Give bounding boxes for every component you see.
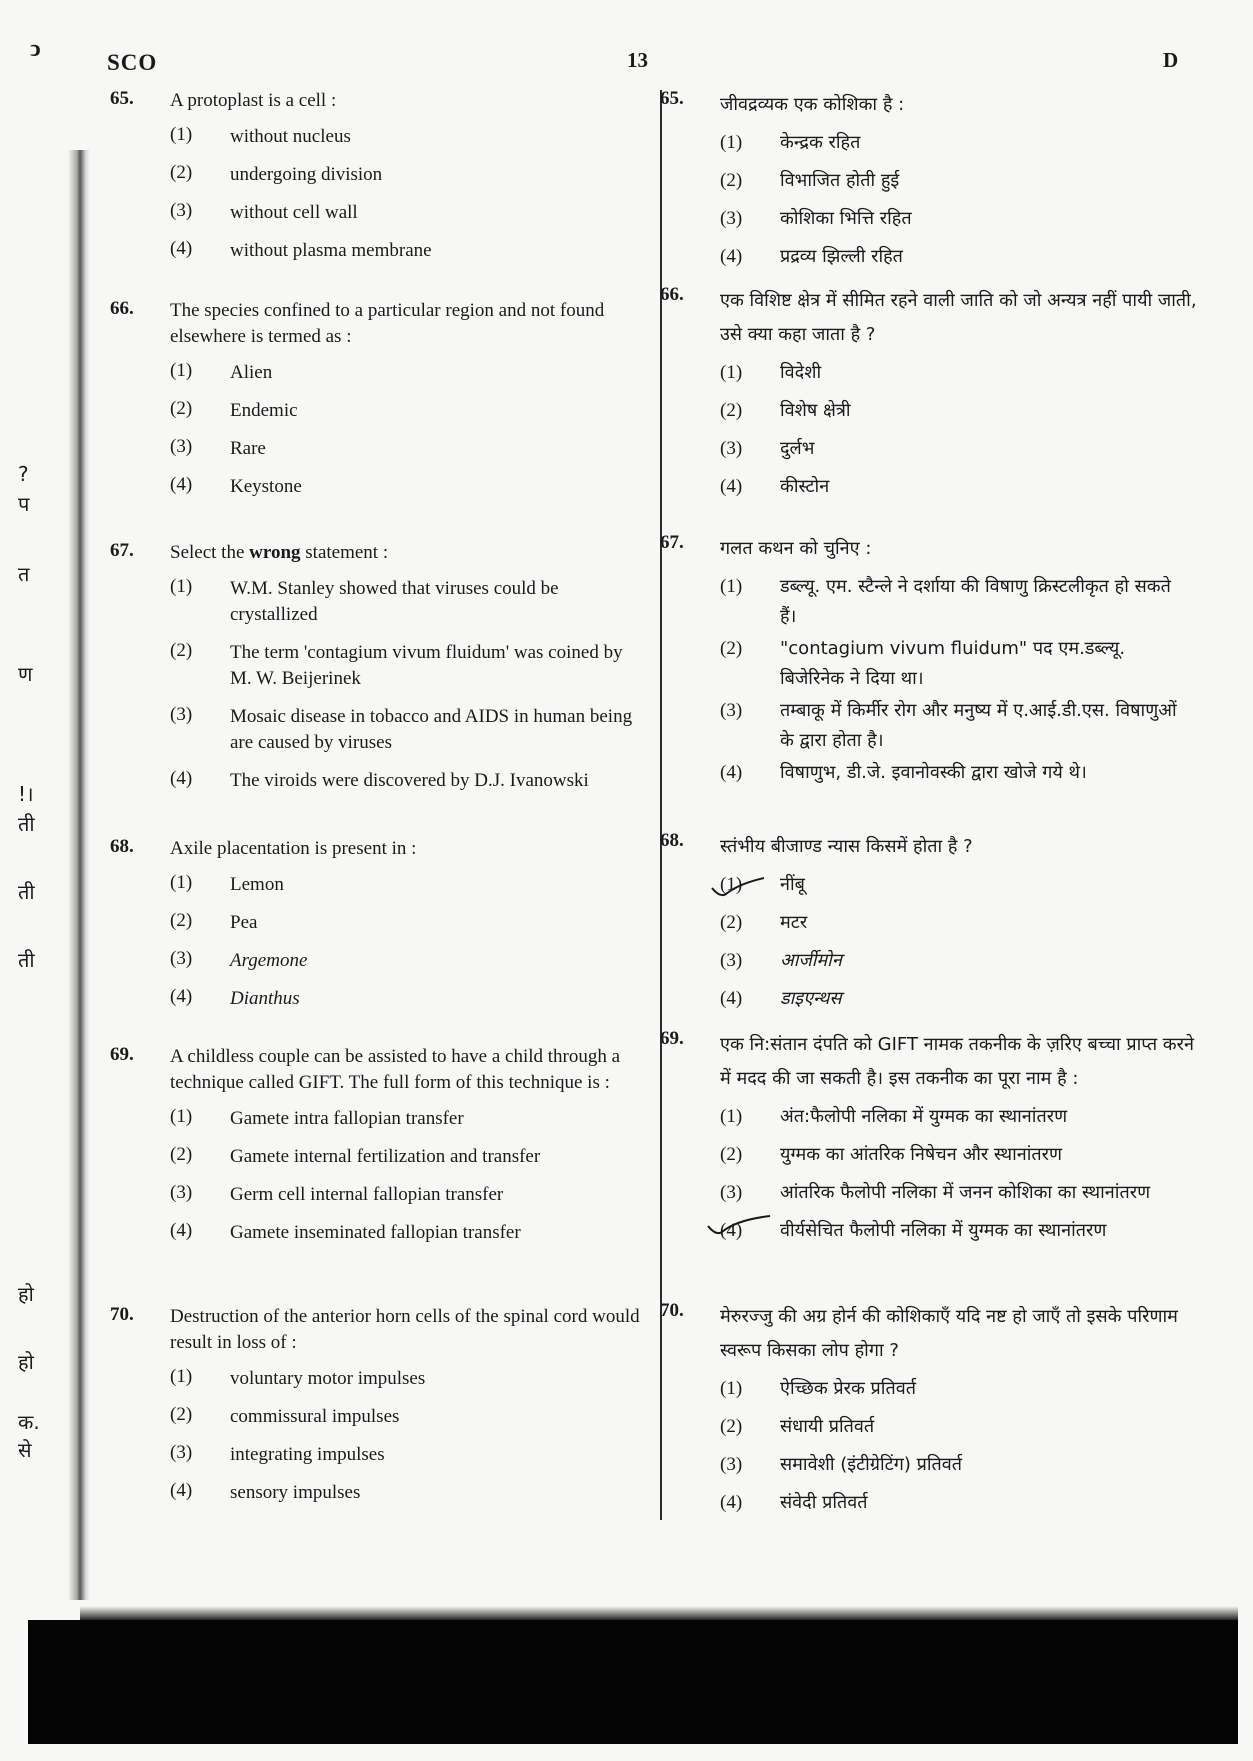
option-number: (4) [720,476,743,497]
option-text: without plasma membrane [230,240,432,261]
option [170,356,645,394]
option-number: (3) [170,200,193,221]
option-number: (1) [720,874,743,895]
option-text: Rare [230,438,266,459]
question-66-hi [650,284,1200,510]
margin-char: हो [18,1350,34,1374]
option [720,870,1200,908]
option-text: वीर्यसेचित फैलोपी नलिका में युग्मक का स्थानांतरण [780,1220,1107,1241]
question-text-post: statement : [300,542,389,563]
option-text: युग्मक का आंतरिक निषेचन और स्थानांतरण [780,1144,1063,1165]
option [720,396,1200,434]
booklet-code: SCO [107,50,158,75]
option-number: (1) [720,1378,743,1399]
options-list [720,358,1200,510]
option-text: The viroids were discovered by D.J. Ivanowski [230,770,589,791]
question-number: 69. [660,1028,684,1049]
option [170,906,645,944]
question-text: A protoplast is a cell : [170,90,337,111]
option-text: विभाजित होती हुई [780,170,900,191]
option-text: Gamete inseminated fallopian transfer [230,1222,521,1243]
option-text: दुर्लभ [780,438,815,459]
margin-char: त [18,562,30,586]
option-number: (4) [720,988,743,1009]
option-text: मटर [780,912,808,933]
question-text: The species confined to a particular region and not found elsewhere is termed as : [170,300,605,347]
option-text: डब्ल्यू. एम. स्टैन्ले ने दर्शाया की विषाणु क्रिस्टलीकृत हो सकते हैं। [780,576,1171,627]
question-number: 69. [110,1044,134,1065]
option-number: (2) [170,1144,193,1165]
option-number: (2) [170,162,193,183]
option-text: आर्जीमोन [780,950,842,971]
option-text: Gamete intra fallopian transfer [230,1108,464,1129]
option-number: (1) [720,1106,743,1127]
question-70-hi [650,1300,1200,1526]
option-number: (4) [170,768,193,789]
option [170,700,645,764]
options-list [170,120,645,272]
option-number: (3) [720,208,743,229]
page-number: 13 [627,48,648,72]
option [170,394,645,432]
option-number: (4) [170,238,193,259]
question-text: Axile placentation is present in : [170,838,417,859]
option-text: Lemon [230,874,284,895]
option [720,242,1200,280]
option-text: प्रद्रव्य झिल्ली रहित [780,246,903,267]
option [720,1450,1200,1488]
option [170,196,645,234]
option-number: (3) [170,436,193,457]
option [720,434,1200,472]
booklet-set: D [1163,48,1179,72]
option [720,946,1200,984]
option-text: integrating impulses [230,1444,385,1465]
option [720,128,1200,166]
option [170,868,645,906]
margin-char: ती [18,880,35,904]
option [720,1140,1200,1178]
question-70-en [100,1304,645,1514]
option [720,758,1200,796]
question-number: 68. [660,830,684,851]
option [720,984,1200,1022]
option-number: (2) [720,400,743,421]
option [720,1178,1200,1216]
option-text: डाइएन्थस [780,988,842,1009]
margin-char: प [18,492,30,516]
handwritten-tick-mark [704,1214,774,1244]
option [170,1476,645,1514]
options-list [170,868,645,1020]
question-text: स्तंभीय बीजाण्ड न्यास किसमें होता है ? [720,836,973,857]
question-number: 70. [110,1304,134,1325]
question-68-en [100,836,645,1020]
margin-char: ती [18,948,35,972]
option [170,636,645,700]
option-number: (2) [170,398,193,419]
option-text: Argemone [230,950,308,971]
option-number: (2) [720,1144,743,1165]
question-66-en [100,298,645,508]
question-number: 66. [660,284,684,305]
page-header [0,46,1253,86]
option-text: कीस्टोन [780,476,830,497]
option [720,1488,1200,1526]
option-text: संधायी प्रतिवर्त [780,1416,875,1437]
question-text-bold: wrong [249,542,301,563]
option-text: voluntary motor impulses [230,1368,426,1389]
options-list [720,1102,1200,1254]
question-number: 67. [660,532,684,553]
option-number: (1) [720,576,743,597]
margin-char: ती [18,812,35,836]
option [170,470,645,508]
question-68-hi [650,830,1200,1022]
question-text: गलत कथन को चुनिए : [720,538,872,559]
option [170,158,645,196]
option-number: (4) [170,1480,193,1501]
question-text: एक नि:संतान दंपति को GIFT नामक तकनीक के ज़रिए बच्चा प्राप्त करने में मदद की जा सकती है। इस तकनीक का पूरा नाम है : [720,1034,1194,1089]
option [720,696,1200,758]
options-list [170,356,645,508]
question-text: एक विशिष्ट क्षेत्र में सीमित रहने वाली जाति को जो अन्यत्र नहीं पायी जाती, उसे क्या कहा जाता है ? [720,290,1197,345]
question-text: Destruction of the anterior horn cells of the spinal cord would result in loss of : [170,1306,640,1353]
option-text: sensory impulses [230,1482,361,1503]
question-number: 65. [110,88,134,109]
option-text: Mosaic disease in tobacco and AIDS in human being are caused by viruses [230,706,633,753]
option-text: ऐच्छिक प्रेरक प्रतिवर्त [780,1378,916,1399]
question-text [170,540,645,566]
option [720,1102,1200,1140]
option-text: undergoing division [230,164,383,185]
margin-char: ? [18,462,29,486]
question-number: 68. [110,836,134,857]
question-number: 66. [110,298,134,319]
option-number: (2) [170,640,193,661]
option-text: without nucleus [230,126,351,147]
question-69-hi [650,1028,1200,1254]
option-text: अंत:फैलोपी नलिका में युग्मक का स्थानांतरण [780,1106,1068,1127]
option-number: (3) [720,700,743,721]
question-69-en [100,1044,645,1254]
option-number: (4) [720,762,743,783]
option-number: (3) [720,1182,743,1203]
options-list [720,572,1200,796]
option-number: (3) [170,1442,193,1463]
option [720,1216,1200,1254]
question-number: 67. [110,540,134,561]
option [720,572,1200,634]
option-text: विदेशी [780,362,822,383]
option-number: (2) [720,170,743,191]
option-text: विशेष क्षेत्री [780,400,851,421]
option-number: (3) [170,948,193,969]
option-number: (4) [720,1492,743,1513]
option-text: Dianthus [230,988,300,1009]
option-number: (4) [170,986,193,1007]
option-number: (2) [170,1404,193,1425]
option [170,432,645,470]
options-list [170,572,645,802]
option-number: (1) [170,872,193,893]
option-number: (3) [170,1182,193,1203]
option-text: Pea [230,912,258,933]
option-text: commissural impulses [230,1406,400,1427]
option [720,908,1200,946]
question-text: मेरुरज्जु की अग्र होर्न की कोशिकाएँ यदि नष्ट हो जाएँ तो इसके परिणाम स्वरूप किसका लोप होगा ? [720,1306,1178,1361]
option-number: (3) [170,704,193,725]
option [170,1400,645,1438]
option-text: Keystone [230,476,302,497]
margin-char: क. [18,1410,40,1434]
option-text: W.M. Stanley showed that viruses could be crystallized [230,578,559,625]
option-text: नींबू [780,874,805,895]
option [170,982,645,1020]
options-list [720,870,1200,1022]
question-67-en [100,540,645,802]
option-text: समावेशी (इंटीग्रेटिंग) प्रतिवर्त [780,1454,963,1475]
option-number: (1) [170,576,193,597]
question-text: जीवद्रव्यक एक कोशिका है : [720,94,905,115]
option-number: (2) [170,910,193,931]
option-text: केन्द्रक रहित [780,132,861,153]
option-number: (4) [170,1220,193,1241]
option [720,1412,1200,1450]
option [170,1178,645,1216]
option [170,764,645,802]
option [720,634,1200,696]
option-text: कोशिका भित्ति रहित [780,208,912,229]
option-number: (2) [720,912,743,933]
option [170,572,645,636]
option-number: (3) [720,950,743,971]
option-number: (2) [720,638,743,659]
option-text: आंतरिक फैलोपी नलिका में जनन कोशिका का स्थानांतरण [780,1182,1151,1203]
margin-char: से [18,1438,32,1462]
option-text: without cell wall [230,202,358,223]
option [170,1362,645,1400]
option-number: (3) [720,438,743,459]
option [170,234,645,272]
option-number: (1) [170,360,193,381]
option [720,1374,1200,1412]
question-65-en [100,88,645,272]
question-65-hi [650,88,1200,280]
option-text: The term 'contagium vivum fluidum' was coined by M. W. Beijerinek [230,642,623,689]
question-text: A childless couple can be assisted to have a child through a technique called GIFT. The full form of this technique is : [170,1046,621,1093]
option [170,1438,645,1476]
option-number: (4) [720,246,743,267]
options-list [720,128,1200,280]
option [720,204,1200,242]
option-text: विषाणुभ, डी.जे. इवानोवस्की द्वारा खोजे गये थे। [780,762,1087,783]
margin-char: !। [18,782,34,806]
option-text: "contagium vivum fluidum" पद एम.डब्ल्यू. बिजेरिनेक ने दिया था। [780,638,1126,689]
option-number: (1) [720,362,743,383]
option [720,472,1200,510]
option-number: (4) [720,1220,743,1241]
option-text: तम्बाकू में किर्मीर रोग और मनुष्य में ए.आई.डी.एस. विषाणुओं के द्वारा होता है। [780,700,1177,751]
option [170,1102,645,1140]
question-number: 70. [660,1300,684,1321]
options-list [170,1362,645,1514]
option [170,120,645,158]
option-text: Gamete internal fertilization and transfer [230,1146,541,1167]
option-text: Germ cell internal fallopian transfer [230,1184,504,1205]
option-number: (1) [170,1106,193,1127]
scan-black-band [28,1620,1238,1744]
question-67-hi [650,532,1200,796]
binding-shadow [68,150,90,1600]
option [720,358,1200,396]
option-number: (1) [170,1366,193,1387]
option-number: (1) [170,124,193,145]
option-text: संवेदी प्रतिवर्त [780,1492,868,1513]
options-list [720,1374,1200,1526]
page-corner-mark: ↄ [30,36,41,62]
option-text: Endemic [230,400,298,421]
margin-char: ण [18,662,33,686]
option-number: (1) [720,132,743,153]
option [170,944,645,982]
question-text-pre: Select the [170,542,250,563]
margin-char: हो [18,1282,34,1306]
question-number: 65. [660,88,684,109]
option [170,1216,645,1254]
options-list [170,1102,645,1254]
option-number: (2) [720,1416,743,1437]
option [720,166,1200,204]
option-number: (3) [720,1454,743,1475]
option [170,1140,645,1178]
option-text: Alien [230,362,273,383]
option-number: (4) [170,474,193,495]
